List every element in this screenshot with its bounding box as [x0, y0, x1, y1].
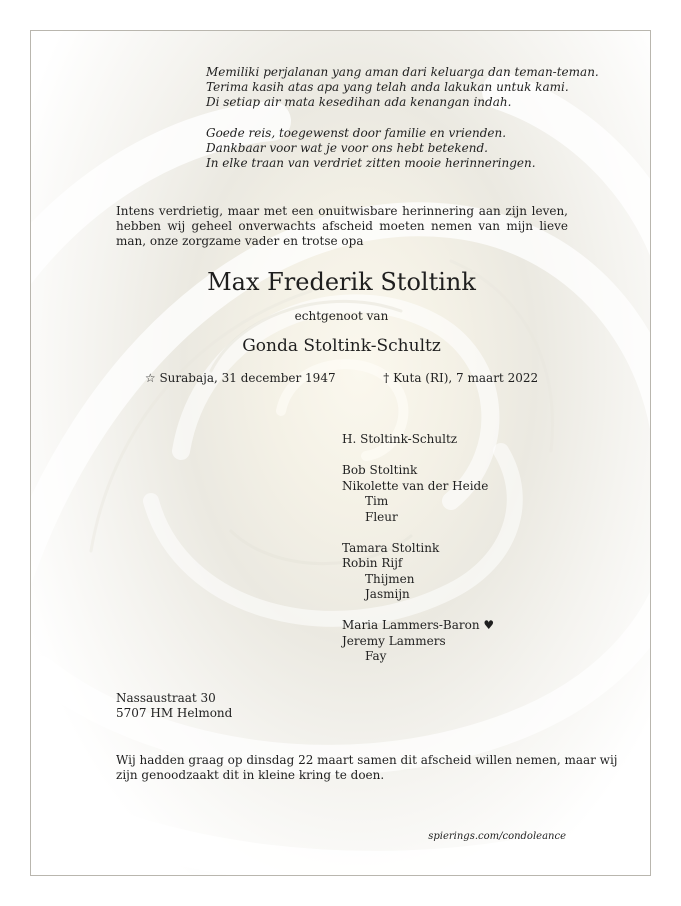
spouse-name: Gonda Stoltink-Schultz	[242, 336, 441, 356]
spouse-label: echtgenoot van	[294, 309, 389, 323]
life-dates	[31, 371, 651, 386]
grandchild: Fleur	[365, 509, 398, 524]
deceased-name: Max Frederik Stoltink	[207, 268, 476, 296]
address-street: Nassaustraat 30	[116, 691, 216, 705]
grandchild: Tim	[365, 494, 389, 508]
spacer	[342, 448, 494, 464]
poem-stanza-2	[206, 126, 536, 171]
poem-line: Dankbaar voor wat je voor ons hebt betekend.	[206, 141, 488, 155]
intro-paragraph: Intens verdrietig, maar met een onuitwisbare herinnering aan zijn leven, hebben wij geheel onverwachts afscheid moeten nemen van mijn lieve man, onze zorgzame vader en trotse opa	[116, 204, 568, 248]
poem-line: Memiliki perjalanan yang aman dari keluarga dan teman-teman.	[206, 65, 599, 79]
address-city: 5707 HM Helmond	[116, 706, 233, 720]
grandchild: Jasmijn	[365, 587, 410, 601]
family-member: H. Stoltink-Schultz	[342, 432, 458, 446]
condolence-url: spierings.com/condoleance	[428, 831, 566, 842]
family-member: Nikolette van der Heide	[342, 478, 489, 493]
spacer	[342, 603, 494, 619]
grandchild: Thijmen	[365, 571, 415, 586]
family-list	[342, 432, 494, 665]
poem-line: Di setiap air mata kesedihan ada kenangan indah.	[206, 95, 512, 109]
spacer	[342, 525, 494, 541]
poem-line: In elke traan van verdriet zitten mooie herinneringen.	[206, 156, 536, 170]
closing-paragraph	[116, 753, 618, 783]
grandchild: Fay	[365, 649, 387, 663]
poem-stanza-1	[206, 65, 599, 110]
family-member: Maria Lammers-Baron ♥	[342, 618, 495, 632]
family-member: Robin Rijf	[342, 556, 403, 570]
notice-frame	[30, 30, 651, 876]
family-member: Jeremy Lammers	[342, 633, 446, 648]
poem-line: Goede reis, toegewenst door familie en vrienden.	[206, 126, 507, 140]
family-member: Tamara Stoltink	[342, 540, 440, 555]
family-member: Bob Stoltink	[342, 463, 418, 477]
death-date: † Kuta (RI), 7 maart 2022	[383, 371, 539, 385]
closing-line: zijn genoodzaakt dit in kleine kring te doen.	[116, 768, 385, 782]
birth-date: ☆ Surabaja, 31 december 1947	[144, 371, 336, 385]
poem-line: Terima kasih atas apa yang telah anda lakukan untuk kami.	[206, 80, 569, 94]
closing-line: Wij hadden graag op dinsdag 22 maart samen dit afscheid willen nemen, maar wij	[116, 753, 618, 767]
correspondence-address	[116, 691, 232, 721]
